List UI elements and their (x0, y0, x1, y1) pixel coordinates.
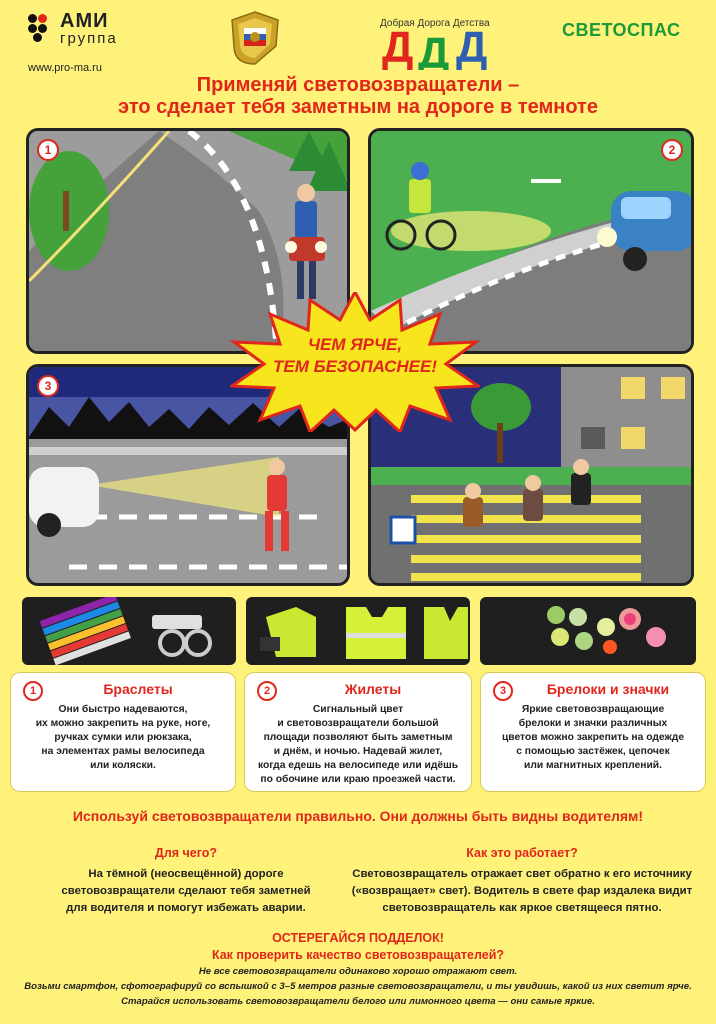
why-heading: Для чего? (154, 846, 218, 860)
card-text: Они быстро надеваются, их можно закрепить на руке, ноге, ручках сумки или рюкзака, на элементах рамы велосипеда или коляски. (35, 704, 211, 771)
dobraya-doroga-logo (378, 12, 508, 70)
fakes-heading-1: ОСТЕРЕГАЙСЯ ПОДДЕЛОК! (272, 931, 444, 945)
traffic-police-emblem-icon (228, 10, 282, 66)
fakes-heading-2: Как проверить качество световозвращателей? (211, 948, 505, 962)
card-vests (244, 672, 472, 792)
fakes-line-1: Не все световозвращатели одинаково хорошо отражают свет. (198, 966, 518, 977)
svg-text:Д: Д (418, 29, 450, 70)
why-text: На тёмной (неосвещённой) дороге световозвращатели сделают тебя заметней для водителя и помогут избежать аварии. (61, 868, 311, 914)
card-text: Яркие световозвращающие брелоки и значки различных цветов можно закрепить на одежде с помощью застёжек, цепочек или магнитных креплений. (501, 704, 685, 771)
ami-dots-icon (28, 14, 56, 42)
ami-url: www.pro-ma.ru (28, 62, 102, 74)
ami-sub: группа (60, 30, 118, 47)
header (0, 0, 716, 74)
card-number: 2 (257, 681, 277, 701)
fakes-line-3: Старайся использовать световозвращатели белого или лимонного цвета — они самые яркие. (121, 996, 595, 1007)
badges-image (480, 597, 696, 665)
title-line-1: Применяй световозвращатели – (196, 74, 520, 96)
bracelets-image (22, 597, 236, 665)
panel-number: 2 (661, 139, 683, 161)
how-heading: Как это работает? (466, 846, 578, 860)
fakes-line-2: Возьми смартфон, сфотографируй со вспышкой с 3–5 метров разные световозвращатели, и ты увидишь, какой из них светит ярче. (24, 981, 692, 992)
fakes-section (0, 930, 716, 1009)
card-number: 3 (493, 681, 513, 701)
vests-image (246, 597, 470, 665)
panel-number: 3 (37, 375, 59, 397)
svg-text:Добрая Дорога Детства: Добрая Дорога Детства (380, 18, 490, 29)
ami-name: АМИ (60, 10, 109, 32)
svg-text:Д: Д (456, 23, 488, 70)
burst-line-1: ЧЕМ ЯРЧЕ, (307, 335, 403, 354)
card-badges (480, 672, 706, 792)
card-title: Жилеты (344, 681, 402, 697)
title-line-2: это сделает тебя заметным на дороге в темноте (118, 96, 598, 118)
burst-line-2: ТЕМ БЕЗОПАСНЕЕ! (272, 357, 438, 376)
panel-number: 1 (37, 139, 59, 161)
card-title: Брелоки и значки (546, 681, 670, 697)
card-text: Сигнальный цвет и световозвращатели большой площади позволяют быть заметным и днём, и ночью. Надевай жилет, когда едешь на велосипеде или идёшь по обочине или краю проезжей части. (257, 704, 459, 785)
card-title: Браслеты (103, 681, 173, 697)
svetospas-logo: СВЕТОСПАС (562, 20, 681, 40)
card-bracelets (10, 672, 236, 792)
burst-text (230, 334, 480, 378)
card-number: 1 (23, 681, 43, 701)
use-correctly-heading: Используй световозвращатели правильно. Они должны быть видны водителям! (72, 808, 644, 824)
ami-logo (28, 10, 128, 60)
how-text: Световозвращатель отражает свет обратно к его источнику («возвращает» свет). Водитель в свете фар издалека видит световозвращатель как яркое светящееся пятно. (351, 868, 693, 914)
svg-text:Д: Д (382, 23, 414, 70)
brighter-safer-burst (230, 292, 480, 432)
page-title (0, 74, 716, 118)
how-section (340, 846, 704, 917)
why-section (16, 846, 356, 917)
